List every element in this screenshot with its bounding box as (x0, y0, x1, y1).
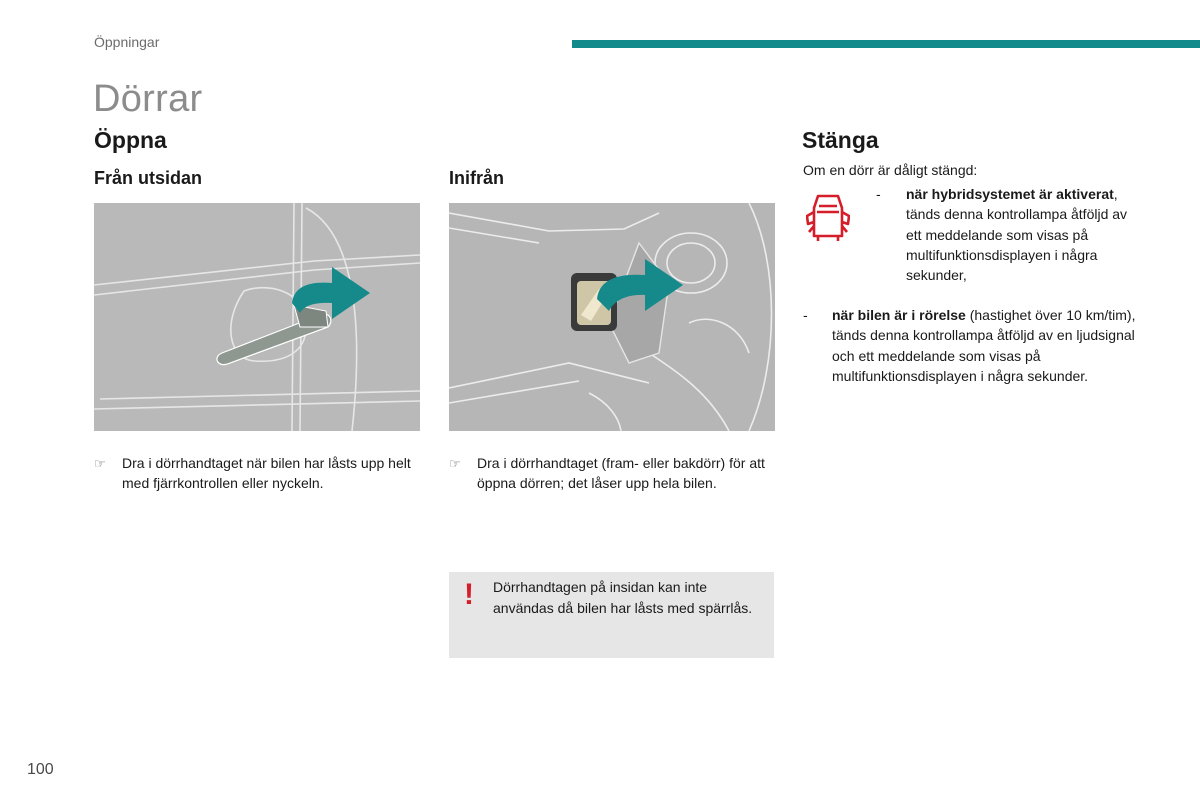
list-dash: - (876, 186, 881, 202)
inside-heading: Inifrån (449, 168, 505, 188)
close-intro: Om en dörr är dåligt stängd: (803, 162, 978, 178)
inside-door-handle-illustration (449, 203, 775, 431)
section-label: Öppningar (94, 34, 160, 50)
warning-text: Dörrhandtagen på insidan kan inte användas då bilen har låsts med spärrlås. (493, 579, 753, 616)
list-dash: - (803, 307, 808, 323)
condition-text: (hastighet över 10 km/tim), tänds denna kontrollampa åtföljd av en ljudsignal och ett meddelande som visas på multifunktionsdisplayen i några sekunder. (832, 307, 1136, 384)
warning-box (449, 572, 774, 658)
condition-bold: när hybridsystemet är aktiverat (906, 186, 1114, 202)
close-condition-item (803, 305, 1148, 386)
outside-heading: Från utsidan (94, 168, 203, 188)
page-number: 100 (27, 761, 54, 778)
close-heading: Stänga (802, 127, 879, 153)
open-heading: Öppna (94, 127, 167, 153)
condition-text: , tänds denna kontrollampa åtföljd av ett meddelande som visas på multifunktionsdisplayen i några sekunder, (906, 186, 1128, 284)
outside-door-handle-illustration (94, 203, 420, 431)
pointing-hand-icon: ☞ (449, 456, 461, 471)
condition-bold: när bilen är i rörelse (832, 307, 966, 323)
outside-instruction-text: Dra i dörrhandtaget när bilen har låsts upp helt med fjärrkontrollen eller nyckeln. (122, 455, 411, 491)
pointing-hand-icon: ☞ (94, 456, 106, 471)
outside-instruction (94, 453, 424, 493)
door-open-warning-icon (806, 190, 850, 249)
inside-instruction (449, 453, 779, 493)
close-condition-item (876, 184, 1146, 285)
inside-instruction-text: Dra i dörrhandtaget (fram- eller bakdörr) för att öppna dörren; det låser upp hela bilen. (477, 455, 765, 491)
exclamation-icon: ! (464, 578, 474, 611)
header-accent-bar (572, 40, 1200, 48)
page-title: Dörrar (93, 78, 203, 120)
